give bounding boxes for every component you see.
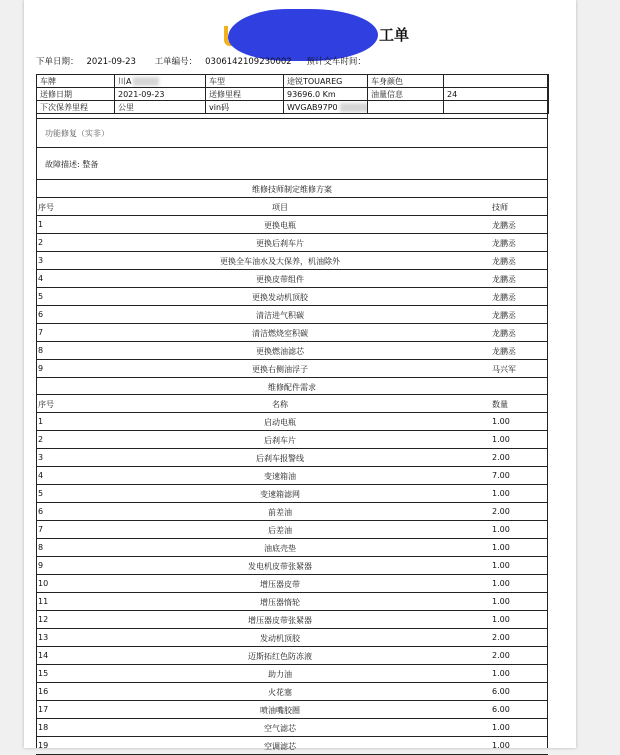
- table-row: 10 增压器皮带 1.00: [36, 575, 548, 593]
- parts-table: [36, 394, 548, 755]
- header-cell: 序号: [38, 203, 54, 212]
- table-row: 7 清洁燃烧室积碳 龙鹏丞: [36, 324, 548, 342]
- table-row: 2 更换后刹车片 龙鹏丞: [36, 234, 548, 252]
- table-border-right: [547, 74, 548, 748]
- table-row: 15 助力油 1.00: [36, 665, 548, 683]
- table-row: 9 更换右侧油浮子 马兴军: [36, 360, 548, 378]
- info-cell: 下次保养里程: [37, 101, 115, 114]
- info-cell: 途锐TOUAREG: [284, 75, 368, 88]
- header-cell: 技师: [492, 203, 508, 212]
- info-cell: 24: [444, 88, 549, 101]
- redaction-scribble: [228, 9, 378, 61]
- order-date: 2021-09-23: [86, 57, 136, 67]
- order-meta: [36, 55, 374, 67]
- table-row: 18 空气滤芯 1.00: [36, 719, 548, 737]
- table-row: 12 增压器皮带张紧器 1.00: [36, 611, 548, 629]
- table-row: 2 后刹车片 1.00: [36, 431, 548, 449]
- complaint-box: [36, 118, 548, 148]
- parts-title: 维修配件需求: [268, 383, 316, 392]
- complaint-text: 功能修复（实非）: [45, 129, 109, 138]
- repair-plan-table: [36, 197, 548, 378]
- info-cell: vin码: [206, 101, 284, 114]
- header-cell: 序号: [38, 400, 54, 409]
- info-cell: 车身颜色: [368, 75, 444, 88]
- info-cell: WVGAB97P0: [284, 101, 368, 114]
- info-cell: 送修日期: [37, 88, 115, 101]
- scrollbar[interactable]: [604, 0, 620, 748]
- info-cell: 93696.0 Km: [284, 88, 368, 101]
- table-header-row: [36, 395, 548, 413]
- table-row: 3 更换全车油水及大保养，机油除外 龙鹏丞: [36, 252, 548, 270]
- order-date-label: 下单日期：: [36, 57, 79, 67]
- table-row: 6 前差油 2.00: [36, 503, 548, 521]
- page-title: 工单: [379, 26, 410, 44]
- table-row: 11 增压器惰轮 1.00: [36, 593, 548, 611]
- table-row: 5 更换发动机顶胶 龙鹏丞: [36, 288, 548, 306]
- info-cell: [444, 101, 549, 114]
- table-row: 13 发动机顶胶 2.00: [36, 629, 548, 647]
- delivery-label: 预计交车时间：: [306, 57, 366, 67]
- info-row: [37, 88, 549, 101]
- order-no-label: 工单编号：: [154, 57, 198, 67]
- info-row: [37, 75, 549, 88]
- header-cell: 项目: [272, 203, 288, 212]
- table-row: 7 后差油 1.00: [36, 521, 548, 539]
- info-cell: [368, 101, 444, 114]
- repair-plan-title: 维修技师制定维修方案: [252, 185, 332, 194]
- table-row: 19 空调滤芯 1.00: [36, 737, 548, 755]
- order-no: 0306142109230002: [205, 57, 292, 67]
- info-cell: [444, 75, 549, 88]
- table-row: 4 更换皮带组件 龙鹏丞: [36, 270, 548, 288]
- info-cell: 2021-09-23: [115, 88, 206, 101]
- fault-description: 故障描述: 整备: [45, 160, 99, 169]
- table-header-row: [36, 198, 548, 216]
- info-cell: 车牌: [37, 75, 115, 88]
- info-cell: 车型: [206, 75, 284, 88]
- table-row: 9 发电机皮带张紧器 1.00: [36, 557, 548, 575]
- info-cell: 送修里程: [206, 88, 284, 101]
- info-row: [37, 101, 549, 114]
- header-cell: 名称: [272, 400, 288, 409]
- table-row: 6 清洁进气积碳 龙鹏丞: [36, 306, 548, 324]
- fault-box: [36, 147, 548, 180]
- table-row: 3 后刹车报警线 2.00: [36, 449, 548, 467]
- info-cell: 油量信息: [368, 88, 444, 101]
- vehicle-info-table: [36, 74, 549, 114]
- table-row: 1 启动电瓶 1.00: [36, 413, 548, 431]
- table-row: 8 油底壳垫 1.00: [36, 539, 548, 557]
- table-row: 16 火花塞 6.00: [36, 683, 548, 701]
- table-row: 1 更换电瓶 龙鹏丞: [36, 216, 548, 234]
- info-cell: 公里: [115, 101, 206, 114]
- table-row: 5 变速箱滤网 1.00: [36, 485, 548, 503]
- table-border-left: [36, 74, 37, 748]
- header-cell: 数量: [492, 400, 508, 409]
- table-row: 8 更换燃油滤芯 龙鹏丞: [36, 342, 548, 360]
- table-row: 17 喷油嘴胶圈 6.00: [36, 701, 548, 719]
- table-row: 14 迈斯拓红色防冻液 2.00: [36, 647, 548, 665]
- table-row: 4 变速箱油 7.00: [36, 467, 548, 485]
- work-order-page: [24, 0, 576, 751]
- info-cell: 川A: [115, 75, 206, 88]
